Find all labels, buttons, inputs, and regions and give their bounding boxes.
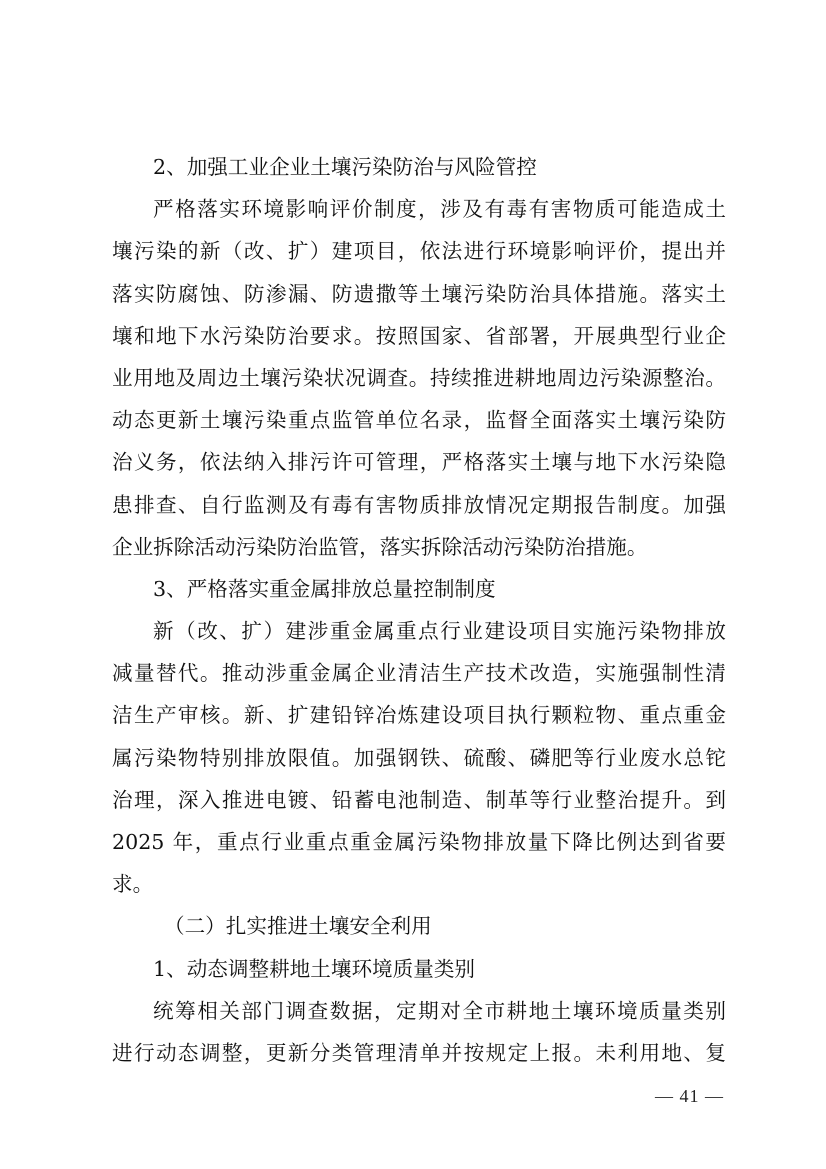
paragraph-line: 统筹相关部门调查数据，定期对全市耕地土壤环境质量类别: [153, 998, 726, 1023]
paragraph-line: 患排查、自行监测及有毒有害物质排放情况定期报告制度。加强: [112, 492, 726, 517]
paragraph-line: 治义务，依法纳入排污许可管理，严格落实土壤与地下水污染隐: [112, 450, 726, 475]
paragraph-line: 壤和地下水污染防治要求。按照国家、省部署，开展典型行业企: [112, 323, 726, 348]
section-subheading: （二）扎实推进土壤安全利用: [164, 914, 432, 939]
section-heading-2: 2、加强工业企业土壤污染防治与风险管控: [153, 155, 537, 179]
paragraph-line: 新（改、扩）建涉重金属重点行业建设项目实施污染物排放: [153, 619, 726, 644]
paragraph-line: 企业拆除活动污染防治监管，落实拆除活动污染防治措施。: [112, 534, 648, 559]
page-number: — 41 —: [655, 1086, 724, 1106]
paragraph-line: 壤污染的新（改、扩）建项目，依法进行环境影响评价，提出并: [112, 239, 726, 264]
paragraph-line: 进行动态调整，更新分类管理清单并按规定上报。未利用地、复: [112, 1040, 726, 1065]
paragraph-line: 治理，深入推进电镀、铅蓄电池制造、制革等行业整治提升。到: [112, 787, 726, 812]
paragraph-line: 动态更新土壤污染重点监管单位名录，监督全面落实土壤污染防: [112, 408, 726, 433]
paragraph-line: 求。: [112, 872, 154, 897]
paragraph-line: 严格落实环境影响评价制度，涉及有毒有害物质可能造成土: [153, 197, 726, 222]
paragraph-line: 减量替代。推动涉重金属企业清洁生产技术改造，实施强制性清: [112, 661, 726, 686]
paragraph-line: 落实防腐蚀、防渗漏、防遗撒等土壤污染防治具体措施。落实土: [112, 281, 726, 306]
paragraph-line: 2025 年，重点行业重点重金属污染物排放量下降比例达到省要: [112, 830, 726, 854]
section-heading-3: 3、严格落实重金属排放总量控制制度: [153, 576, 496, 601]
section-heading-1: 1、动态调整耕地土壤环境质量类别: [153, 956, 476, 981]
paragraph-line: 洁生产审核。新、扩建铅锌冶炼建设项目执行颗粒物、重点重金: [112, 703, 726, 728]
paragraph-line: 属污染物特别排放限值。加强钢铁、硫酸、磷肥等行业废水总铊: [112, 745, 726, 770]
document-body: [112, 146, 726, 1074]
paragraph-line: 业用地及周边土壤污染状况调查。持续推进耕地周边污染源整治。: [112, 365, 726, 390]
